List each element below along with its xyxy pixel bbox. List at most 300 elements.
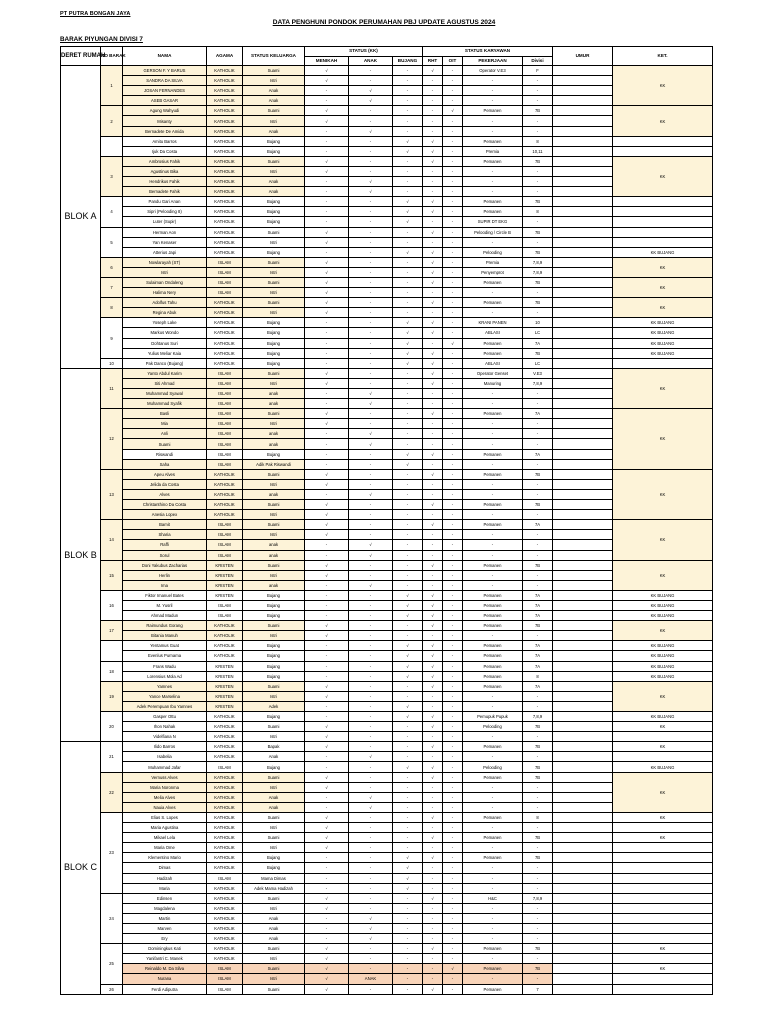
married-mark: √ — [305, 530, 349, 540]
religion: ISLAM — [207, 257, 243, 267]
family-status: Bujang — [243, 863, 305, 873]
single-mark: √ — [393, 651, 423, 661]
married-mark: √ — [305, 621, 349, 631]
family-status: Adek Mama Hadizah — [243, 883, 305, 893]
married-mark: √ — [305, 308, 349, 318]
religion: KATHOLIK — [207, 338, 243, 348]
married-mark: √ — [305, 732, 349, 742]
rht-mark: √ — [423, 722, 443, 732]
table-row — [61, 974, 713, 984]
division: 7,8,9 — [523, 267, 553, 277]
division: - — [523, 237, 553, 247]
division: - — [523, 843, 553, 853]
single-mark: - — [393, 237, 423, 247]
barak-number: 8 — [101, 298, 123, 318]
family-status: Istri — [243, 954, 305, 964]
single-mark: - — [393, 500, 423, 510]
note — [613, 934, 713, 944]
note: KK — [613, 742, 713, 752]
single-mark: - — [393, 580, 423, 590]
married-mark: - — [305, 913, 349, 923]
oit-mark: - — [443, 701, 463, 711]
family-status: Istri — [243, 530, 305, 540]
table-row — [61, 409, 713, 419]
table-row — [61, 954, 713, 964]
single-mark: √ — [393, 449, 423, 459]
table-row — [61, 197, 713, 207]
age — [553, 267, 613, 277]
table-row — [61, 934, 713, 944]
religion: KATHOLIK — [207, 500, 243, 510]
religion: KATHOLIK — [207, 217, 243, 227]
table-row — [61, 247, 713, 257]
religion: KATHOLIK — [207, 621, 243, 631]
child-mark: - — [349, 681, 393, 691]
rht-mark: √ — [423, 66, 443, 76]
single-mark: - — [393, 560, 423, 570]
religion: ISLAM — [207, 267, 243, 277]
family-status: Bujang — [243, 247, 305, 257]
barak-number: 7 — [101, 277, 123, 297]
married-mark: √ — [305, 681, 349, 691]
single-mark: - — [393, 903, 423, 913]
family-status: Suami — [243, 368, 305, 378]
rht-mark: - — [423, 863, 443, 873]
single-mark: - — [393, 479, 423, 489]
married-mark: √ — [305, 469, 349, 479]
header-status-karyawan: STATUS KARYAWAN — [423, 47, 553, 57]
rht-mark: √ — [423, 318, 443, 328]
note — [613, 146, 713, 156]
table-row — [61, 833, 713, 843]
note — [613, 358, 713, 368]
age — [553, 419, 613, 429]
age — [553, 984, 613, 994]
table-row — [61, 469, 713, 479]
age — [553, 449, 613, 459]
resident-name: Maria Agustina — [123, 823, 207, 833]
job: - — [463, 843, 523, 853]
married-mark: √ — [305, 812, 349, 822]
child-mark: - — [349, 136, 393, 146]
table-row — [61, 722, 713, 732]
religion: KATHOLIK — [207, 146, 243, 156]
family-status: Bujang — [243, 318, 305, 328]
age — [553, 782, 613, 792]
rht-mark: √ — [423, 257, 443, 267]
age — [553, 237, 613, 247]
child-mark: √ — [349, 934, 393, 944]
family-status: Adek — [243, 701, 305, 711]
resident-name: Evenlus Purnama — [123, 651, 207, 661]
rht-mark: √ — [423, 671, 443, 681]
table-row — [61, 217, 713, 227]
job: - — [463, 439, 523, 449]
married-mark: √ — [305, 722, 349, 732]
job: Pemanen — [463, 681, 523, 691]
job: Pemanen — [463, 277, 523, 287]
job: Pemanen — [463, 197, 523, 207]
single-mark: √ — [393, 247, 423, 257]
oit-mark: - — [443, 86, 463, 96]
division: - — [523, 974, 553, 984]
division: - — [523, 913, 553, 923]
resident-name: Luter (Supir) — [123, 217, 207, 227]
resident-name: Riswandi — [123, 449, 207, 459]
note: KK BUJANG — [613, 661, 713, 671]
child-mark: - — [349, 984, 393, 994]
oit-mark: - — [443, 187, 463, 197]
job: Pemanen — [463, 469, 523, 479]
oit-mark: - — [443, 570, 463, 580]
note — [613, 893, 713, 903]
family-status: Anak — [243, 913, 305, 923]
child-mark: - — [349, 621, 393, 631]
resident-name: Maria Ome — [123, 843, 207, 853]
note: KK BUJANG — [613, 590, 713, 600]
barak-number: 3 — [101, 156, 123, 196]
oit-mark: - — [443, 146, 463, 156]
married-mark: √ — [305, 843, 349, 853]
barak-number: 22 — [101, 772, 123, 812]
resident-name: Dohtanus Suri — [123, 338, 207, 348]
job: ABLASI — [463, 328, 523, 338]
barak-number: 4 — [101, 197, 123, 227]
child-mark: √ — [349, 187, 393, 197]
family-status: Bujang — [243, 338, 305, 348]
job: - — [463, 116, 523, 126]
child-mark: - — [349, 156, 393, 166]
age — [553, 812, 613, 822]
rht-mark: - — [423, 429, 443, 439]
barak-number: 2 — [101, 106, 123, 136]
note — [613, 237, 713, 247]
division: - — [523, 631, 553, 641]
married-mark: - — [305, 338, 349, 348]
rht-mark: - — [423, 166, 443, 176]
oit-mark: - — [443, 419, 463, 429]
resident-name: Istri — [123, 267, 207, 277]
age — [553, 338, 613, 348]
age — [553, 207, 613, 217]
rht-mark: - — [423, 631, 443, 641]
oit-mark: - — [443, 611, 463, 621]
note — [613, 913, 713, 923]
rht-mark: √ — [423, 449, 443, 459]
family-status: Bujang — [243, 641, 305, 651]
rht-mark: √ — [423, 227, 443, 237]
child-mark: √ — [349, 389, 393, 399]
resident-name: Videlfiana N — [123, 732, 207, 742]
residents-table — [60, 46, 713, 995]
religion: KATHOLIK — [207, 479, 243, 489]
division: 7B — [523, 197, 553, 207]
rht-mark: √ — [423, 893, 443, 903]
religion: KATHOLIK — [207, 308, 243, 318]
child-mark: - — [349, 964, 393, 974]
note: KK — [613, 277, 713, 297]
married-mark: - — [305, 429, 349, 439]
table-row — [61, 237, 713, 247]
child-mark: - — [349, 530, 393, 540]
single-mark: - — [393, 782, 423, 792]
job: Pemanen — [463, 560, 523, 570]
rht-mark: - — [423, 923, 443, 933]
child-mark: - — [349, 863, 393, 873]
barak-number: 16 — [101, 590, 123, 620]
oit-mark: - — [443, 560, 463, 570]
married-mark: - — [305, 762, 349, 772]
resident-name: Yan Kenaser — [123, 237, 207, 247]
married-mark: √ — [305, 479, 349, 489]
age — [553, 247, 613, 257]
married-mark: √ — [305, 742, 349, 752]
rht-mark: √ — [423, 590, 443, 600]
child-mark: - — [349, 691, 393, 701]
division: 7B — [523, 500, 553, 510]
married-mark: √ — [305, 833, 349, 843]
child-mark: √ — [349, 550, 393, 560]
division: - — [523, 883, 553, 893]
child-mark: ANAK — [349, 974, 393, 984]
family-status: Suami — [243, 156, 305, 166]
resident-name: Hadizah — [123, 873, 207, 883]
oit-mark: - — [443, 96, 463, 106]
job: Penyemprot — [463, 267, 523, 277]
family-status: Suami — [243, 409, 305, 419]
oit-mark: - — [443, 469, 463, 479]
oit-mark: - — [443, 944, 463, 954]
job: - — [463, 873, 523, 883]
married-mark: - — [305, 177, 349, 187]
age — [553, 429, 613, 439]
family-status: Istri — [243, 974, 305, 984]
oit-mark: - — [443, 691, 463, 701]
religion: KATHOLIK — [207, 156, 243, 166]
table-row — [61, 348, 713, 358]
division: - — [523, 510, 553, 520]
header-status-kk: STATUS (KK) — [305, 47, 423, 57]
married-mark: - — [305, 459, 349, 469]
single-mark: - — [393, 570, 423, 580]
child-mark: - — [349, 378, 393, 388]
married-mark: - — [305, 600, 349, 610]
job: - — [463, 802, 523, 812]
resident-name: Maria — [123, 883, 207, 893]
oit-mark: - — [443, 712, 463, 722]
job: - — [463, 237, 523, 247]
religion: KATHOLIK — [207, 247, 243, 257]
religion: KATHOLIK — [207, 853, 243, 863]
table-row — [61, 823, 713, 833]
oit-mark: √ — [443, 338, 463, 348]
resident-name: Mia — [123, 419, 207, 429]
single-mark: √ — [393, 600, 423, 610]
note: KK — [613, 964, 713, 974]
child-mark: - — [349, 267, 393, 277]
religion: KATHOLIK — [207, 712, 243, 722]
table-row — [61, 903, 713, 913]
job: - — [463, 913, 523, 923]
married-mark: - — [305, 641, 349, 651]
married-mark: - — [305, 328, 349, 338]
religion: KATHOLIK — [207, 923, 243, 933]
division: 7,8,9 — [523, 257, 553, 267]
oit-mark: - — [443, 500, 463, 510]
religion: ISLAM — [207, 611, 243, 621]
job: Pelooding — [463, 762, 523, 772]
family-status: Istri — [243, 823, 305, 833]
family-status: Suami — [243, 984, 305, 994]
oit-mark: - — [443, 520, 463, 530]
married-mark: - — [305, 136, 349, 146]
age — [553, 368, 613, 378]
note: KK BUJANG — [613, 338, 713, 348]
married-mark: √ — [305, 984, 349, 994]
family-status: anak — [243, 399, 305, 409]
rht-mark: - — [423, 177, 443, 187]
married-mark: √ — [305, 893, 349, 903]
family-status: Bujang — [243, 853, 305, 863]
table-row — [61, 207, 713, 217]
table-row — [61, 712, 713, 722]
oit-mark: - — [443, 197, 463, 207]
rht-mark: √ — [423, 651, 443, 661]
oit-mark: - — [443, 681, 463, 691]
header-no: NO BARAK — [101, 47, 123, 66]
division: - — [523, 823, 553, 833]
oit-mark: - — [443, 873, 463, 883]
note: KK BUJANG — [613, 600, 713, 610]
job: Pemanen — [463, 298, 523, 308]
family-status: Bujang — [243, 661, 305, 671]
header-oit: OIT — [443, 56, 463, 66]
section-title: BARAK PIYUNGAN DIVISI 7 — [60, 36, 143, 43]
rht-mark: - — [423, 187, 443, 197]
job: Pemanen — [463, 611, 523, 621]
oit-mark: - — [443, 227, 463, 237]
age — [553, 217, 613, 227]
single-mark: √ — [393, 863, 423, 873]
job: - — [463, 126, 523, 136]
child-mark: - — [349, 843, 393, 853]
family-status: Bujang — [243, 136, 305, 146]
age — [553, 227, 613, 237]
single-mark: - — [393, 540, 423, 550]
oit-mark: - — [443, 348, 463, 358]
header-status-keluarga: STATUS KELUARGA — [243, 47, 305, 66]
religion: KRISTEN — [207, 701, 243, 711]
oit-mark: - — [443, 984, 463, 994]
single-mark: √ — [393, 358, 423, 368]
rht-mark: - — [423, 288, 443, 298]
rht-mark: √ — [423, 328, 443, 338]
religion: KRISTEN — [207, 590, 243, 600]
job: Pemanen — [463, 338, 523, 348]
age — [553, 348, 613, 358]
header-agama: AGAMA — [207, 47, 243, 66]
age — [553, 802, 613, 812]
rht-mark: √ — [423, 600, 443, 610]
age — [553, 772, 613, 782]
division: 8 — [523, 136, 553, 146]
family-status: Istri — [243, 510, 305, 520]
division: 7B — [523, 853, 553, 863]
job: Pelooding — [463, 247, 523, 257]
note: KK BUJANG — [613, 611, 713, 621]
married-mark: - — [305, 449, 349, 459]
note — [613, 923, 713, 933]
married-mark: - — [305, 207, 349, 217]
job: - — [463, 479, 523, 489]
resident-name: Ihon Nahak — [123, 722, 207, 732]
job: KRANI PANEN — [463, 318, 523, 328]
age — [553, 257, 613, 267]
oit-mark: - — [443, 308, 463, 318]
family-status: Bujang — [243, 611, 305, 621]
single-mark: - — [393, 550, 423, 560]
division: - — [523, 459, 553, 469]
family-status: Bujang — [243, 600, 305, 610]
table-row — [61, 328, 713, 338]
table-row — [61, 368, 713, 378]
job: - — [463, 76, 523, 86]
child-mark: - — [349, 560, 393, 570]
resident-name: Sharia — [123, 530, 207, 540]
family-status: Istri — [243, 479, 305, 489]
job: Premia — [463, 257, 523, 267]
division: - — [523, 570, 553, 580]
single-mark: - — [393, 510, 423, 520]
job: - — [463, 489, 523, 499]
child-mark: - — [349, 409, 393, 419]
age — [553, 712, 613, 722]
married-mark: √ — [305, 227, 349, 237]
job: - — [463, 86, 523, 96]
married-mark: √ — [305, 277, 349, 287]
child-mark: - — [349, 116, 393, 126]
religion: KATHOLIK — [207, 96, 243, 106]
oit-mark: - — [443, 378, 463, 388]
oit-mark: - — [443, 590, 463, 600]
family-status: Suami — [243, 106, 305, 116]
religion: ISLAM — [207, 288, 243, 298]
resident-name: Ambrosius Fahik — [123, 156, 207, 166]
family-status: Suami — [243, 277, 305, 287]
family-status: Bujang — [243, 348, 305, 358]
rht-mark: - — [423, 883, 443, 893]
note: KK BUJANG — [613, 762, 713, 772]
resident-name: Marven — [123, 923, 207, 933]
job: Operator V.E3 — [463, 66, 523, 76]
single-mark: - — [393, 530, 423, 540]
family-status: Bujang — [243, 146, 305, 156]
child-mark: √ — [349, 489, 393, 499]
family-status: anak — [243, 540, 305, 550]
division: - — [523, 429, 553, 439]
oit-mark: - — [443, 368, 463, 378]
child-mark: - — [349, 338, 393, 348]
married-mark: - — [305, 217, 349, 227]
child-mark: √ — [349, 802, 393, 812]
barak-number: 24 — [101, 893, 123, 943]
oit-mark: - — [443, 782, 463, 792]
resident-name: Doni Yakubus Zacharias — [123, 560, 207, 570]
child-mark: - — [349, 570, 393, 580]
single-mark: - — [393, 964, 423, 974]
division: 7A — [523, 600, 553, 610]
note: KK BUJANG — [613, 712, 713, 722]
